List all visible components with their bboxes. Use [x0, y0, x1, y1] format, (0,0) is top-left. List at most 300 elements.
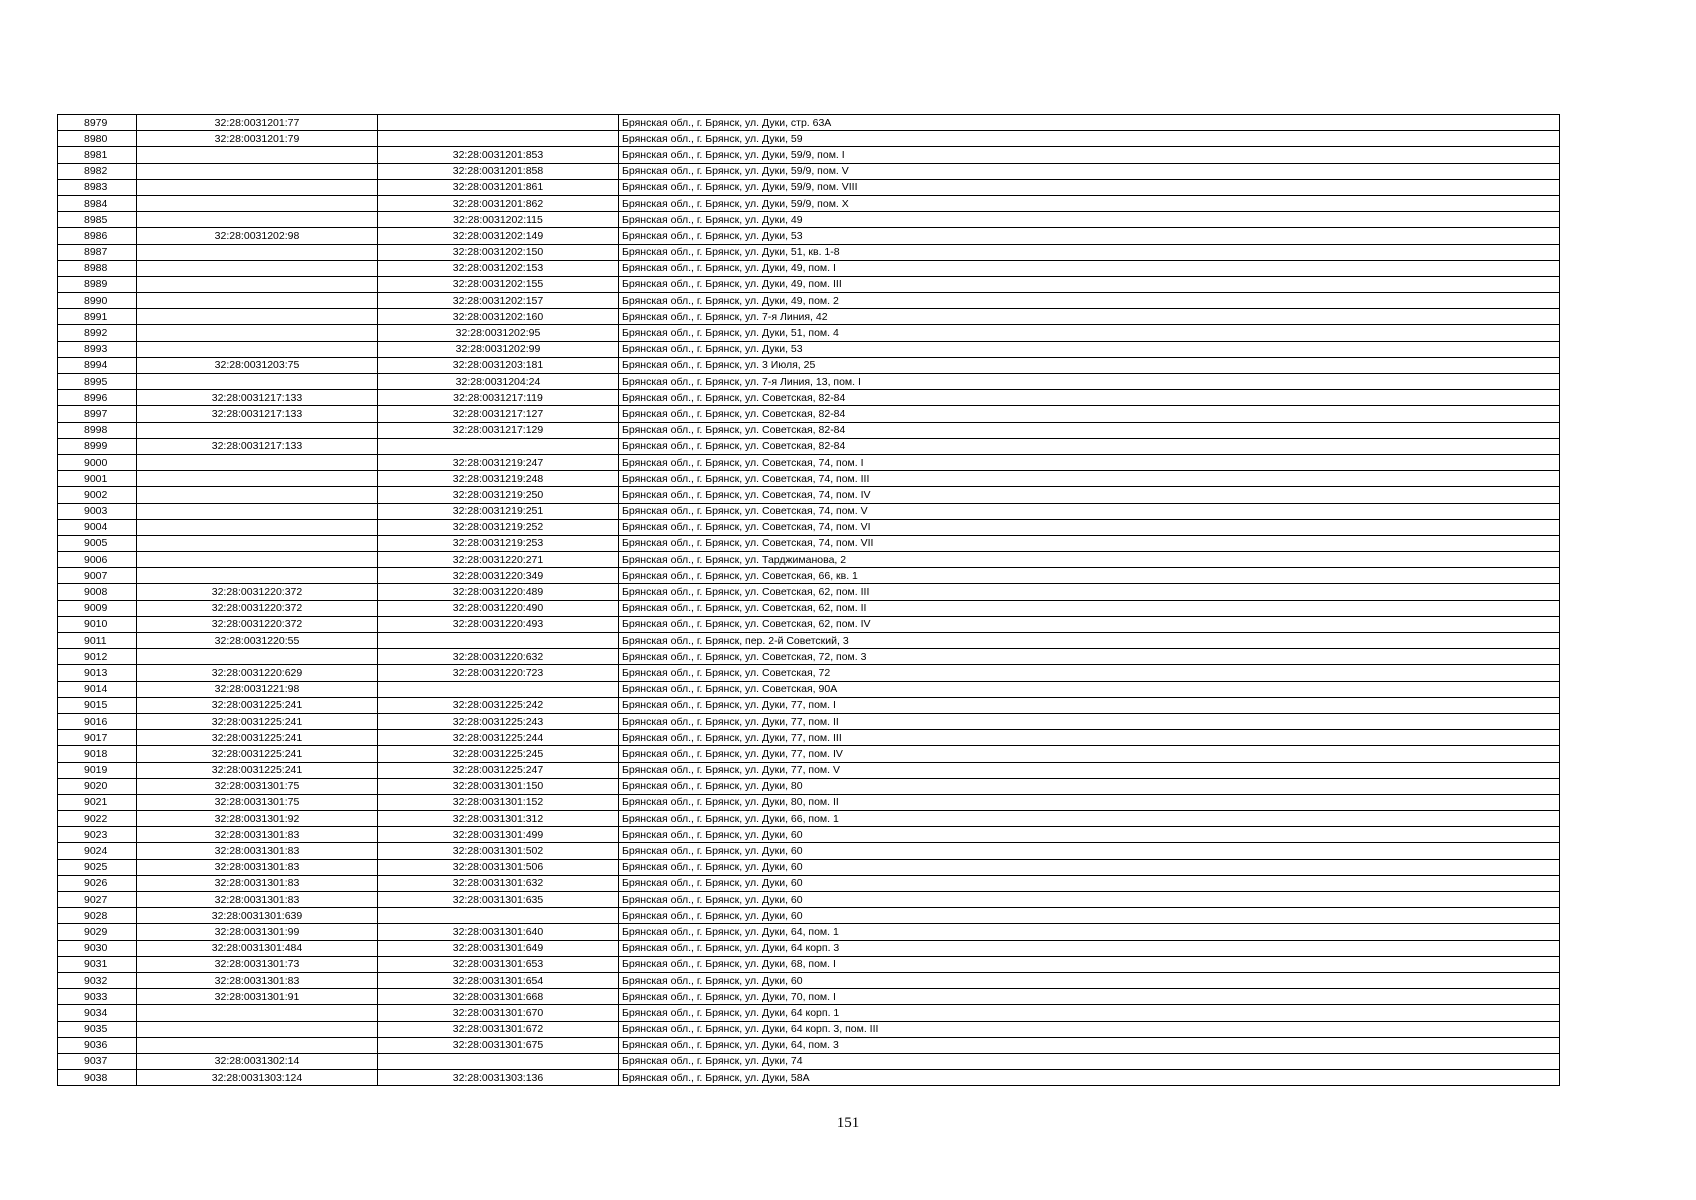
table-row [58, 1021, 1560, 1037]
object-cadastral-cell [378, 1053, 619, 1069]
table-row [58, 794, 1560, 810]
object-cadastral-cell [378, 131, 619, 147]
parcel-cadastral-cell: 32:28:0031301:99 [137, 924, 378, 940]
table-row [58, 892, 1560, 908]
row-number-cell: 8980 [58, 131, 137, 147]
object-cadastral-cell: 32:28:0031219:253 [378, 535, 619, 551]
address-cell: Брянская обл., г. Брянск, ул. Дуки, 60 [619, 875, 1560, 891]
object-cadastral-cell: 32:28:0031220:490 [378, 600, 619, 616]
parcel-cadastral-cell: 32:28:0031217:133 [137, 438, 378, 454]
row-number-cell: 9024 [58, 843, 137, 859]
object-cadastral-cell: 32:28:0031301:506 [378, 859, 619, 875]
row-number-cell: 9023 [58, 827, 137, 843]
parcel-cadastral-cell: 32:28:0031201:77 [137, 115, 378, 131]
table-row [58, 357, 1560, 373]
parcel-cadastral-cell: 32:28:0031201:79 [137, 131, 378, 147]
row-number-cell: 8984 [58, 195, 137, 211]
address-cell: Брянская обл., г. Брянск, ул. Дуки, 60 [619, 827, 1560, 843]
row-number-cell: 9006 [58, 552, 137, 568]
object-cadastral-cell: 32:28:0031202:95 [378, 325, 619, 341]
row-number-cell: 9013 [58, 665, 137, 681]
object-cadastral-cell: 32:28:0031217:127 [378, 406, 619, 422]
row-number-cell: 8981 [58, 147, 137, 163]
object-cadastral-cell: 32:28:0031301:499 [378, 827, 619, 843]
row-number-cell: 9014 [58, 681, 137, 697]
table-row [58, 260, 1560, 276]
row-number-cell: 9005 [58, 535, 137, 551]
object-cadastral-cell: 32:28:0031219:250 [378, 487, 619, 503]
parcel-cadastral-cell [137, 260, 378, 276]
address-cell: Брянская обл., г. Брянск, ул. 7-я Линия, 13, пом. I [619, 374, 1560, 390]
address-cell: Брянская обл., г. Брянск, ул. Дуки, 59/9, пом. VIII [619, 179, 1560, 195]
row-number-cell: 8985 [58, 212, 137, 228]
row-number-cell: 9035 [58, 1021, 137, 1037]
parcel-cadastral-cell [137, 454, 378, 470]
object-cadastral-cell [378, 633, 619, 649]
object-cadastral-cell: 32:28:0031201:861 [378, 179, 619, 195]
parcel-cadastral-cell: 32:28:0031301:83 [137, 827, 378, 843]
parcel-cadastral-cell: 32:28:0031301:75 [137, 794, 378, 810]
table-row [58, 471, 1560, 487]
table-row [58, 115, 1560, 131]
row-number-cell: 8986 [58, 228, 137, 244]
address-cell: Брянская обл., г. Брянск, ул. Дуки, 59 [619, 131, 1560, 147]
address-cell: Брянская обл., г. Брянск, ул. Дуки, 59/9, пом. V [619, 163, 1560, 179]
object-cadastral-cell [378, 908, 619, 924]
row-number-cell: 9026 [58, 875, 137, 891]
table-row [58, 665, 1560, 681]
address-cell: Брянская обл., г. Брянск, ул. Дуки, 49 [619, 212, 1560, 228]
parcel-cadastral-cell: 32:28:0031303:124 [137, 1070, 378, 1086]
row-number-cell: 8990 [58, 293, 137, 309]
row-number-cell: 9007 [58, 568, 137, 584]
page-number: 151 [836, 1115, 860, 1131]
parcel-cadastral-cell [137, 535, 378, 551]
address-cell: Брянская обл., г. Брянск, ул. Дуки, 59/9, пом. I [619, 147, 1560, 163]
object-cadastral-cell: 32:28:0031301:152 [378, 794, 619, 810]
table-row [58, 1005, 1560, 1021]
address-cell: Брянская обл., г. Брянск, ул. Дуки, 51, кв. 1-8 [619, 244, 1560, 260]
address-cell: Брянская обл., г. Брянск, ул. Советская, 82-84 [619, 390, 1560, 406]
object-cadastral-cell: 32:28:0031202:160 [378, 309, 619, 325]
row-number-cell: 8987 [58, 244, 137, 260]
row-number-cell: 9037 [58, 1053, 137, 1069]
parcel-cadastral-cell [137, 1005, 378, 1021]
table-row [58, 552, 1560, 568]
object-cadastral-cell: 32:28:0031225:242 [378, 697, 619, 713]
object-cadastral-cell: 32:28:0031202:157 [378, 293, 619, 309]
parcel-cadastral-cell [137, 309, 378, 325]
table-row [58, 924, 1560, 940]
table-row [58, 503, 1560, 519]
object-cadastral-cell: 32:28:0031219:248 [378, 471, 619, 487]
address-cell: Брянская обл., г. Брянск, ул. Дуки, 68, пом. I [619, 956, 1560, 972]
address-cell: Брянская обл., г. Брянск, ул. Дуки, 64, пом. 3 [619, 1037, 1560, 1053]
parcel-cadastral-cell [137, 1021, 378, 1037]
address-cell: Брянская обл., г. Брянск, ул. Дуки, 77, пом. III [619, 730, 1560, 746]
object-cadastral-cell: 32:28:0031220:489 [378, 584, 619, 600]
parcel-cadastral-cell [137, 519, 378, 535]
row-number-cell: 9008 [58, 584, 137, 600]
address-cell: Брянская обл., г. Брянск, ул. 7-я Линия, 42 [619, 309, 1560, 325]
table-row [58, 827, 1560, 843]
parcel-cadastral-cell [137, 374, 378, 390]
address-cell: Брянская обл., г. Брянск, ул. Тарджиманова, 2 [619, 552, 1560, 568]
address-cell: Брянская обл., г. Брянск, пер. 2-й Советский, 3 [619, 633, 1560, 649]
row-number-cell: 8992 [58, 325, 137, 341]
address-cell: Брянская обл., г. Брянск, ул. Дуки, 53 [619, 341, 1560, 357]
parcel-cadastral-cell: 32:28:0031220:55 [137, 633, 378, 649]
table-row [58, 406, 1560, 422]
address-cell: Брянская обл., г. Брянск, ул. Советская, 74, пом. VII [619, 535, 1560, 551]
table-row [58, 697, 1560, 713]
table-row [58, 179, 1560, 195]
parcel-cadastral-cell: 32:28:0031301:83 [137, 875, 378, 891]
row-number-cell: 9019 [58, 762, 137, 778]
row-number-cell: 8991 [58, 309, 137, 325]
table-row [58, 131, 1560, 147]
address-cell: Брянская обл., г. Брянск, ул. Советская, 90А [619, 681, 1560, 697]
row-number-cell: 8999 [58, 438, 137, 454]
row-number-cell: 8997 [58, 406, 137, 422]
parcel-cadastral-cell [137, 503, 378, 519]
object-cadastral-cell: 32:28:0031203:181 [378, 357, 619, 373]
parcel-cadastral-cell: 32:28:0031301:83 [137, 859, 378, 875]
object-cadastral-cell [378, 681, 619, 697]
table-row [58, 713, 1560, 729]
parcel-cadastral-cell [137, 487, 378, 503]
object-cadastral-cell: 32:28:0031301:640 [378, 924, 619, 940]
object-cadastral-cell: 32:28:0031201:862 [378, 195, 619, 211]
row-number-cell: 8989 [58, 276, 137, 292]
parcel-cadastral-cell: 32:28:0031301:83 [137, 843, 378, 859]
object-cadastral-cell: 32:28:0031301:649 [378, 940, 619, 956]
parcel-cadastral-cell: 32:28:0031301:75 [137, 778, 378, 794]
address-cell: Брянская обл., г. Брянск, ул. Дуки, 74 [619, 1053, 1560, 1069]
table-row [58, 390, 1560, 406]
row-number-cell: 9027 [58, 892, 137, 908]
address-cell: Брянская обл., г. Брянск, ул. Советская, 62, пом. II [619, 600, 1560, 616]
row-number-cell: 8995 [58, 374, 137, 390]
parcel-cadastral-cell [137, 163, 378, 179]
table-row [58, 908, 1560, 924]
parcel-cadastral-cell: 32:28:0031220:629 [137, 665, 378, 681]
table-row [58, 972, 1560, 988]
row-number-cell: 9010 [58, 616, 137, 632]
table-row [58, 600, 1560, 616]
parcel-cadastral-cell: 32:28:0031220:372 [137, 584, 378, 600]
address-cell: Брянская обл., г. Брянск, ул. Советская, 66, кв. 1 [619, 568, 1560, 584]
object-cadastral-cell: 32:28:0031225:245 [378, 746, 619, 762]
object-cadastral-cell: 32:28:0031219:252 [378, 519, 619, 535]
row-number-cell: 9001 [58, 471, 137, 487]
address-cell: Брянская обл., г. Брянск, ул. Дуки, 60 [619, 908, 1560, 924]
table-row [58, 762, 1560, 778]
address-cell: Брянская обл., г. Брянск, ул. Советская, 62, пом. III [619, 584, 1560, 600]
object-cadastral-cell: 32:28:0031225:243 [378, 713, 619, 729]
object-cadastral-cell: 32:28:0031301:654 [378, 972, 619, 988]
parcel-cadastral-cell [137, 568, 378, 584]
table-row [58, 163, 1560, 179]
table-row [58, 519, 1560, 535]
address-cell: Брянская обл., г. Брянск, ул. Дуки, 77, пом. V [619, 762, 1560, 778]
parcel-cadastral-cell: 32:28:0031301:484 [137, 940, 378, 956]
parcel-cadastral-cell [137, 244, 378, 260]
table-row [58, 568, 1560, 584]
address-cell: Брянская обл., г. Брянск, ул. Советская, 72, пом. 3 [619, 649, 1560, 665]
row-number-cell: 8979 [58, 115, 137, 131]
object-cadastral-cell: 32:28:0031202:149 [378, 228, 619, 244]
table-row [58, 487, 1560, 503]
row-number-cell: 9029 [58, 924, 137, 940]
object-cadastral-cell: 32:28:0031301:150 [378, 778, 619, 794]
address-cell: Брянская обл., г. Брянск, ул. Дуки, стр. 63А [619, 115, 1560, 131]
row-number-cell: 8983 [58, 179, 137, 195]
parcel-cadastral-cell [137, 471, 378, 487]
row-number-cell: 8996 [58, 390, 137, 406]
row-number-cell: 8993 [58, 341, 137, 357]
address-cell: Брянская обл., г. Брянск, ул. Дуки, 58А [619, 1070, 1560, 1086]
address-cell: Брянская обл., г. Брянск, ул. Дуки, 70, пом. I [619, 989, 1560, 1005]
address-cell: Брянская обл., г. Брянск, ул. Советская, 62, пом. IV [619, 616, 1560, 632]
table-row [58, 325, 1560, 341]
address-cell: Брянская обл., г. Брянск, ул. Советская, 82-84 [619, 406, 1560, 422]
object-cadastral-cell: 32:28:0031301:670 [378, 1005, 619, 1021]
address-cell: Брянская обл., г. Брянск, ул. Дуки, 77, пом. IV [619, 746, 1560, 762]
address-cell: Брянская обл., г. Брянск, ул. Дуки, 80 [619, 778, 1560, 794]
table-row [58, 778, 1560, 794]
address-cell: Брянская обл., г. Брянск, ул. Советская, 82-84 [619, 438, 1560, 454]
parcel-cadastral-cell [137, 325, 378, 341]
parcel-cadastral-cell [137, 179, 378, 195]
address-cell: Брянская обл., г. Брянск, ул. Советская, 74, пом. III [619, 471, 1560, 487]
parcel-cadastral-cell: 32:28:0031301:83 [137, 972, 378, 988]
parcel-cadastral-cell: 32:28:0031225:241 [137, 762, 378, 778]
table-row [58, 374, 1560, 390]
table-row [58, 649, 1560, 665]
address-cell: Брянская обл., г. Брянск, ул. Дуки, 80, пом. II [619, 794, 1560, 810]
object-cadastral-cell: 32:28:0031220:632 [378, 649, 619, 665]
table-row [58, 422, 1560, 438]
row-number-cell: 9034 [58, 1005, 137, 1021]
parcel-cadastral-cell: 32:28:0031217:133 [137, 406, 378, 422]
object-cadastral-cell: 32:28:0031202:115 [378, 212, 619, 228]
row-number-cell: 9030 [58, 940, 137, 956]
registry-table-body [58, 115, 1560, 1086]
parcel-cadastral-cell: 32:28:0031301:92 [137, 811, 378, 827]
parcel-cadastral-cell [137, 422, 378, 438]
row-number-cell: 9015 [58, 697, 137, 713]
row-number-cell: 8982 [58, 163, 137, 179]
table-row [58, 989, 1560, 1005]
object-cadastral-cell: 32:28:0031202:99 [378, 341, 619, 357]
address-cell: Брянская обл., г. Брянск, ул. Дуки, 49, пом. I [619, 260, 1560, 276]
object-cadastral-cell: 32:28:0031301:632 [378, 875, 619, 891]
row-number-cell: 9032 [58, 972, 137, 988]
parcel-cadastral-cell: 32:28:0031202:98 [137, 228, 378, 244]
parcel-cadastral-cell [137, 276, 378, 292]
row-number-cell: 9028 [58, 908, 137, 924]
row-number-cell: 9033 [58, 989, 137, 1005]
address-cell: Брянская обл., г. Брянск, ул. Дуки, 64 корп. 1 [619, 1005, 1560, 1021]
table-row [58, 730, 1560, 746]
object-cadastral-cell: 32:28:0031301:653 [378, 956, 619, 972]
object-cadastral-cell: 32:28:0031220:349 [378, 568, 619, 584]
table-row [58, 1070, 1560, 1086]
parcel-cadastral-cell: 32:28:0031203:75 [137, 357, 378, 373]
address-cell: Брянская обл., г. Брянск, ул. Советская, 74, пом. I [619, 454, 1560, 470]
address-cell: Брянская обл., г. Брянск, ул. Советская, 82-84 [619, 422, 1560, 438]
object-cadastral-cell: 32:28:0031301:635 [378, 892, 619, 908]
object-cadastral-cell [378, 438, 619, 454]
table-row [58, 212, 1560, 228]
row-number-cell: 9017 [58, 730, 137, 746]
object-cadastral-cell: 32:28:0031303:136 [378, 1070, 619, 1086]
table-row [58, 244, 1560, 260]
table-row [58, 843, 1560, 859]
parcel-cadastral-cell: 32:28:0031301:83 [137, 892, 378, 908]
table-row [58, 535, 1560, 551]
object-cadastral-cell: 32:28:0031301:312 [378, 811, 619, 827]
object-cadastral-cell: 32:28:0031202:150 [378, 244, 619, 260]
object-cadastral-cell: 32:28:0031202:155 [378, 276, 619, 292]
address-cell: Брянская обл., г. Брянск, ул. Дуки, 64, пом. 1 [619, 924, 1560, 940]
address-cell: Брянская обл., г. Брянск, ул. Советская, 74, пом. IV [619, 487, 1560, 503]
row-number-cell: 8994 [58, 357, 137, 373]
row-number-cell: 9020 [58, 778, 137, 794]
row-number-cell: 9000 [58, 454, 137, 470]
table-row [58, 956, 1560, 972]
parcel-cadastral-cell: 32:28:0031225:241 [137, 713, 378, 729]
parcel-cadastral-cell: 32:28:0031221:98 [137, 681, 378, 697]
table-row [58, 746, 1560, 762]
table-row [58, 147, 1560, 163]
address-cell: Брянская обл., г. Брянск, ул. Дуки, 59/9, пом. X [619, 195, 1560, 211]
parcel-cadastral-cell [137, 552, 378, 568]
address-cell: Брянская обл., г. Брянск, ул. Дуки, 60 [619, 972, 1560, 988]
parcel-cadastral-cell: 32:28:0031302:14 [137, 1053, 378, 1069]
registry-table [57, 114, 1560, 1086]
table-row [58, 875, 1560, 891]
table-row [58, 195, 1560, 211]
row-number-cell: 9036 [58, 1037, 137, 1053]
address-cell: Брянская обл., г. Брянск, ул. Дуки, 64 корп. 3, пом. III [619, 1021, 1560, 1037]
object-cadastral-cell: 32:28:0031217:119 [378, 390, 619, 406]
row-number-cell: 9004 [58, 519, 137, 535]
object-cadastral-cell: 32:28:0031225:244 [378, 730, 619, 746]
table-row [58, 940, 1560, 956]
object-cadastral-cell: 32:28:0031201:853 [378, 147, 619, 163]
parcel-cadastral-cell: 32:28:0031301:639 [137, 908, 378, 924]
address-cell: Брянская обл., г. Брянск, ул. Советская, 74, пом. VI [619, 519, 1560, 535]
parcel-cadastral-cell [137, 649, 378, 665]
row-number-cell: 9021 [58, 794, 137, 810]
parcel-cadastral-cell [137, 341, 378, 357]
object-cadastral-cell: 32:28:0031225:247 [378, 762, 619, 778]
row-number-cell: 9012 [58, 649, 137, 665]
address-cell: Брянская обл., г. Брянск, ул. Советская, 74, пом. V [619, 503, 1560, 519]
row-number-cell: 9016 [58, 713, 137, 729]
parcel-cadastral-cell: 32:28:0031225:241 [137, 730, 378, 746]
address-cell: Брянская обл., г. Брянск, ул. Дуки, 53 [619, 228, 1560, 244]
address-cell: Брянская обл., г. Брянск, ул. Дуки, 64 корп. 3 [619, 940, 1560, 956]
row-number-cell: 9018 [58, 746, 137, 762]
row-number-cell: 8988 [58, 260, 137, 276]
table-row [58, 1037, 1560, 1053]
address-cell: Брянская обл., г. Брянск, ул. Дуки, 60 [619, 859, 1560, 875]
parcel-cadastral-cell: 32:28:0031225:241 [137, 746, 378, 762]
address-cell: Брянская обл., г. Брянск, ул. Дуки, 60 [619, 892, 1560, 908]
table-row [58, 309, 1560, 325]
row-number-cell: 9011 [58, 633, 137, 649]
table-row [58, 438, 1560, 454]
address-cell: Брянская обл., г. Брянск, ул. Советская, 72 [619, 665, 1560, 681]
object-cadastral-cell: 32:28:0031301:502 [378, 843, 619, 859]
parcel-cadastral-cell [137, 147, 378, 163]
address-cell: Брянская обл., г. Брянск, ул. Дуки, 60 [619, 843, 1560, 859]
object-cadastral-cell: 32:28:0031219:251 [378, 503, 619, 519]
table-row [58, 859, 1560, 875]
address-cell: Брянская обл., г. Брянск, ул. Дуки, 49, пом. III [619, 276, 1560, 292]
object-cadastral-cell: 32:28:0031301:672 [378, 1021, 619, 1037]
parcel-cadastral-cell [137, 195, 378, 211]
object-cadastral-cell: 32:28:0031219:247 [378, 454, 619, 470]
row-number-cell: 8998 [58, 422, 137, 438]
table-row [58, 616, 1560, 632]
parcel-cadastral-cell: 32:28:0031220:372 [137, 616, 378, 632]
table-row [58, 1053, 1560, 1069]
address-cell: Брянская обл., г. Брянск, ул. Дуки, 66, пом. 1 [619, 811, 1560, 827]
row-number-cell: 9022 [58, 811, 137, 827]
object-cadastral-cell: 32:28:0031220:271 [378, 552, 619, 568]
row-number-cell: 9002 [58, 487, 137, 503]
table-row [58, 633, 1560, 649]
table-row [58, 584, 1560, 600]
table-row [58, 811, 1560, 827]
parcel-cadastral-cell: 32:28:0031301:91 [137, 989, 378, 1005]
address-cell: Брянская обл., г. Брянск, ул. Дуки, 77, пом. I [619, 697, 1560, 713]
address-cell: Брянская обл., г. Брянск, ул. Дуки, 49, пом. 2 [619, 293, 1560, 309]
parcel-cadastral-cell [137, 1037, 378, 1053]
object-cadastral-cell: 32:28:0031301:675 [378, 1037, 619, 1053]
parcel-cadastral-cell [137, 212, 378, 228]
parcel-cadastral-cell: 32:28:0031301:73 [137, 956, 378, 972]
object-cadastral-cell: 32:28:0031202:153 [378, 260, 619, 276]
parcel-cadastral-cell [137, 293, 378, 309]
address-cell: Брянская обл., г. Брянск, ул. Дуки, 51, пом. 4 [619, 325, 1560, 341]
object-cadastral-cell: 32:28:0031201:858 [378, 163, 619, 179]
table-row [58, 276, 1560, 292]
table-row [58, 454, 1560, 470]
parcel-cadastral-cell: 32:28:0031225:241 [137, 697, 378, 713]
table-row [58, 341, 1560, 357]
object-cadastral-cell: 32:28:0031220:723 [378, 665, 619, 681]
row-number-cell: 9025 [58, 859, 137, 875]
row-number-cell: 9038 [58, 1070, 137, 1086]
table-row [58, 681, 1560, 697]
parcel-cadastral-cell: 32:28:0031217:133 [137, 390, 378, 406]
object-cadastral-cell [378, 115, 619, 131]
table-row [58, 228, 1560, 244]
parcel-cadastral-cell: 32:28:0031220:372 [137, 600, 378, 616]
row-number-cell: 9009 [58, 600, 137, 616]
address-cell: Брянская обл., г. Брянск, ул. Дуки, 77, пом. II [619, 713, 1560, 729]
table-row [58, 293, 1560, 309]
object-cadastral-cell: 32:28:0031217:129 [378, 422, 619, 438]
object-cadastral-cell: 32:28:0031220:493 [378, 616, 619, 632]
row-number-cell: 9003 [58, 503, 137, 519]
object-cadastral-cell: 32:28:0031301:668 [378, 989, 619, 1005]
